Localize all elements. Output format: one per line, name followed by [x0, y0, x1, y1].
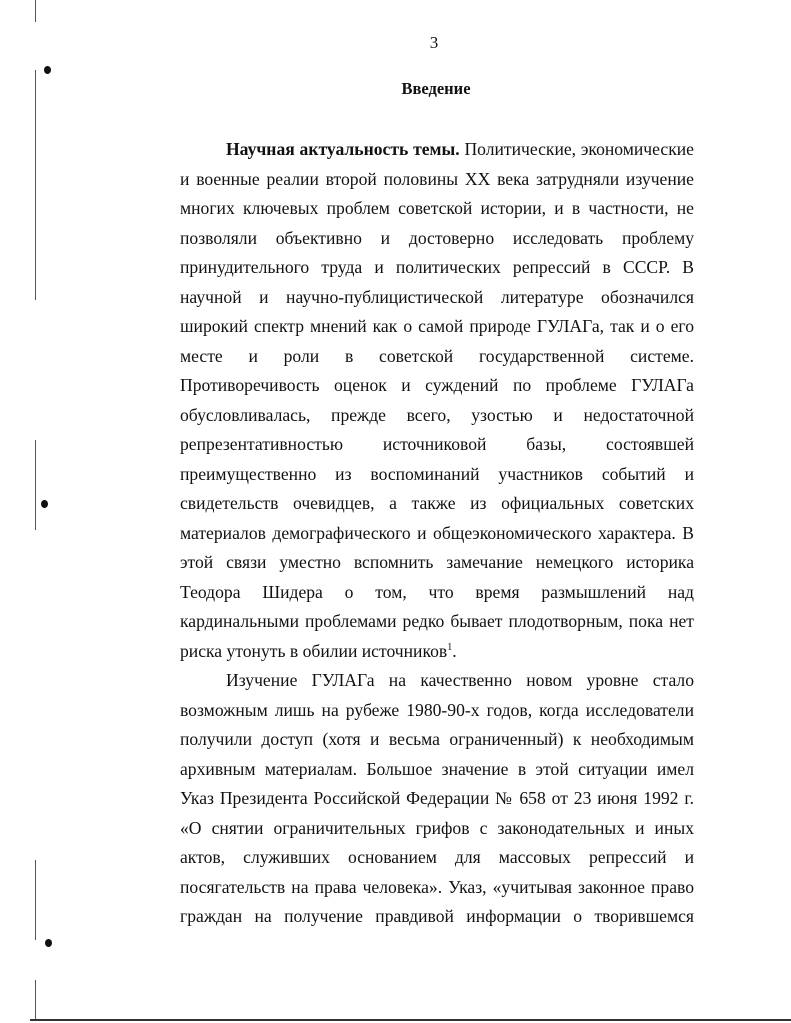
- page-number: 3: [429, 33, 439, 52]
- text-line: Указ Президента Российской Федерации № 658 от 23 июня 1992 г.: [180, 788, 694, 808]
- scan-edge-line: [35, 70, 36, 300]
- text-line: получили доступ (хотя и весьма ограниченный) к необходимым: [180, 729, 694, 749]
- text-line: свидетельств очевидцев, а также из официальных советских: [180, 493, 694, 513]
- text-line: актов, служивших основанием для массовых репрессий и: [180, 847, 694, 867]
- text-line: посягательств на права человека». Указ, «учитывая законное право: [180, 876, 694, 897]
- scan-bottom-edge: [30, 1019, 791, 1021]
- scan-edge-line: [35, 0, 36, 22]
- text-line: научной и научно-публицистической литературе обозначился: [180, 286, 694, 307]
- text-line: Противоречивость оценок и суждений по проблеме ГУЛАГа: [180, 375, 694, 395]
- text-line: многих ключевых проблем советской истории, и в частности, не: [180, 198, 694, 218]
- text-line: Теодора Шидера о том, что время размышлений над: [180, 581, 694, 602]
- text-line: возможным лишь на рубеже 1980-90-х годов, когда исследователи: [180, 699, 694, 720]
- text-line: обусловливалась, прежде всего, узостью и недостаточной: [180, 404, 694, 425]
- section-title: Введение: [401, 79, 471, 98]
- text-line: граждан на получение правдивой информации о творившемся: [180, 906, 694, 926]
- text-line: преимущественно из воспоминаний участников событий и: [180, 463, 694, 484]
- punch-hole-mark: [44, 66, 51, 74]
- text-line: [180, 636, 694, 666]
- text-line: и военные реалии второй половины XX века затрудняли изучение: [180, 168, 694, 189]
- text-line: принудительного труда и политических репрессий в СССР. В: [180, 257, 694, 277]
- text-line: [226, 134, 694, 164]
- scan-edge-line: [35, 980, 36, 1020]
- text-line: этой связи уместно вспомнить замечание немецкого историка: [180, 552, 694, 572]
- text-line: месте и роли в советской государственной системе.: [180, 345, 694, 366]
- text-line: «О снятии ограничительных грифов с законодательных и иных: [180, 817, 694, 838]
- text-line: позволяли объективно и достоверно исследовать проблему: [180, 227, 694, 248]
- footnote-reference: 1: [447, 641, 453, 653]
- text-line: широкий спектр мнений как о самой природе ГУЛАГа, так и о его: [180, 316, 694, 336]
- paragraph-lead-heading: Научная актуальность темы.: [226, 139, 460, 159]
- text-line: репрезентативностью источниковой базы, состоявшей: [180, 434, 694, 454]
- scan-edge-line: [35, 440, 36, 530]
- text-span: .: [452, 640, 457, 661]
- text-line: материалов демографического и общеэкономического характера. В: [180, 522, 694, 543]
- text-line: кардинальными проблемами редко бывает плодотворным, пока нет: [180, 611, 694, 631]
- text-span: риска утонуть в обилии источников: [180, 640, 448, 661]
- text-line: Изучение ГУЛАГа на качественно новом уровне стало: [226, 670, 694, 690]
- text-line: архивным материалам. Большое значение в этой ситуации имел: [180, 758, 694, 779]
- punch-hole-mark: [41, 500, 48, 508]
- punch-hole-mark: [45, 939, 52, 947]
- text-span: Политические, экономические: [464, 139, 694, 159]
- scan-edge-line: [35, 860, 36, 940]
